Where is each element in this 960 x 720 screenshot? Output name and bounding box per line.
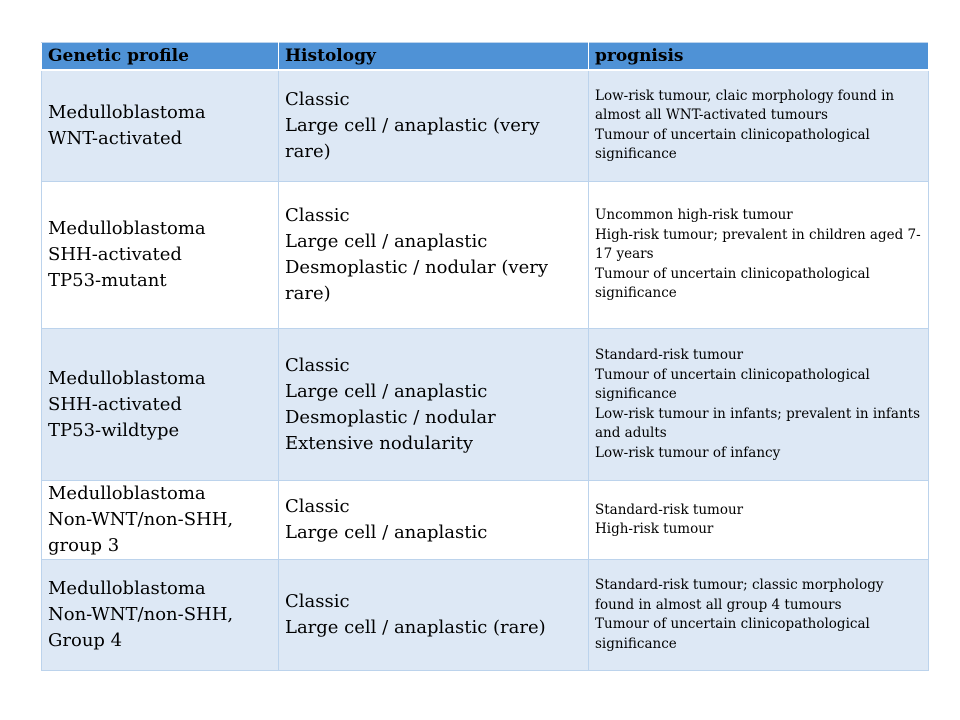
histology-line: Classic [285,88,350,110]
histology-line: Large cell / anaplastic (rare) [285,617,546,638]
histology-line: Large cell / anaplastic [285,380,488,402]
header-prognosis: prognisis [589,43,929,70]
genetic-profile-cell [42,329,279,481]
prognosis-line: Low-risk tumour, claic morphology found in almost all WNT-activated tumours [595,87,895,124]
medulloblastoma-table [41,42,929,671]
prognosis-line: Tumour of uncertain clinicopathological significance [595,366,870,402]
histology-line: Large cell / anaplastic [285,231,488,252]
histology-line: Extensive nodularity [285,432,474,454]
profile-line: Medulloblastoma [48,101,206,123]
prognosis-cell [589,560,929,671]
histology-line: Classic [285,205,350,226]
profile-line: TP53-mutant [48,270,167,291]
histology-line: Classic [285,354,350,376]
header-genetic-profile: Genetic profile [42,43,279,70]
genetic-profile-cell [42,481,279,560]
genetic-profile-cell [42,560,279,671]
profile-line: Non-WNT/non-SHH, [48,509,234,530]
histology-cell [279,182,589,329]
histology-cell [279,329,589,481]
profile-line: Medulloblastoma [48,367,206,389]
prognosis-line: Tumour of uncertain clinicopathological significance [595,616,870,652]
table-header-row [42,43,929,70]
profile-line: Non-WNT/non-SHH, [48,604,234,625]
prognosis-line: Standard-risk tumour; classic morphology found in almost all group 4 tumours [595,577,884,613]
profile-line: TP53-wildtype [48,419,180,441]
prognosis-line: Uncommon high-risk tumour [595,207,793,224]
histology-line: Large cell / anaplastic (very rare) [285,114,540,162]
prognosis-cell [589,70,929,182]
table-row [42,182,929,329]
table-row [42,560,929,671]
profile-line: Group 4 [48,630,123,651]
profile-line: group 3 [48,535,120,556]
prognosis-line: Tumour of uncertain clinicopathological significance [595,265,870,302]
prognosis-line: Standard-risk tumour [595,501,744,518]
header-histology: Histology [279,43,589,70]
profile-line: Medulloblastoma [48,218,206,239]
genetic-profile-cell [42,182,279,329]
table-row [42,481,929,560]
prognosis-line: Low-risk tumour in infants; prevalent in infants and adults [595,405,921,441]
prognosis-line: High-risk tumour [595,521,714,537]
prognosis-line: Tumour of uncertain clinicopathological significance [595,126,870,163]
prognosis-line: Standard-risk tumour [595,347,744,363]
histology-line: Large cell / anaplastic [285,522,488,543]
histology-line: Desmoplastic / nodular [285,406,496,428]
prognosis-line: Low-risk tumour of infancy [595,444,781,461]
histology-cell [279,560,589,671]
histology-line: Desmoplastic / nodular (very rare) [285,257,549,304]
profile-line: SHH-activated [48,244,182,265]
genetic-profile-cell [42,70,279,182]
histology-line: Classic [285,496,350,517]
profile-line: Medulloblastoma [48,483,206,504]
histology-line: Classic [285,591,350,612]
profile-line: WNT-activated [48,127,183,149]
prognosis-cell [589,329,929,481]
profile-line: Medulloblastoma [48,578,206,599]
table-row [42,329,929,481]
histology-cell [279,481,589,560]
table-row [42,70,929,182]
histology-cell [279,70,589,182]
profile-line: SHH-activated [48,393,182,415]
prognosis-line: High-risk tumour; prevalent in children aged 7-17 years [595,226,921,263]
prognosis-cell [589,182,929,329]
prognosis-cell [589,481,929,560]
